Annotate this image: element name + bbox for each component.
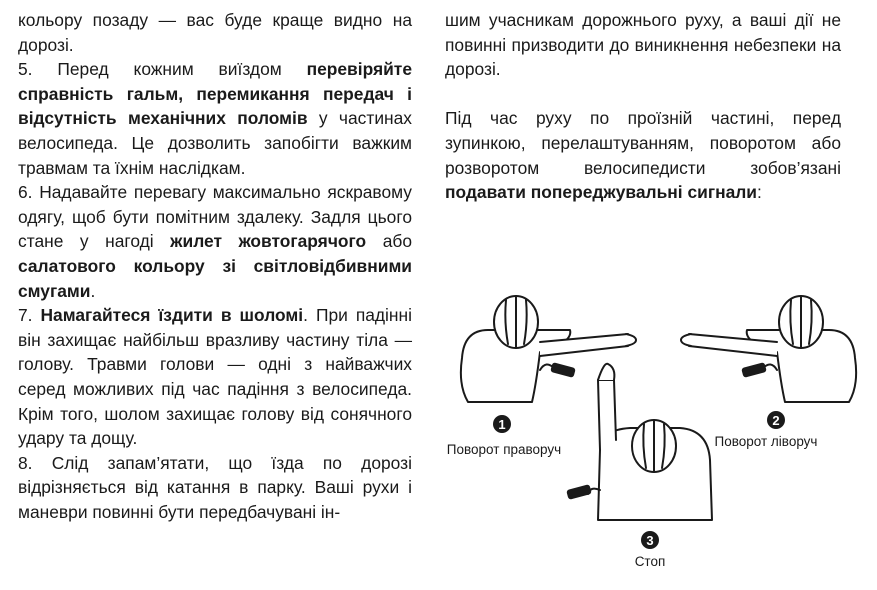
signal-figure-left-turn (681, 296, 856, 402)
bold-text: жилет жовтогарячого (170, 231, 367, 252)
bold-text: подавати попереджувальні сигнали (445, 182, 757, 203)
paragraph-signals: Під час руху по проїзній частині, перед зупинкою, перелаштуванням, поворотом або розворотом велосипедисти зобов’язані подавати попереджувальні сигнали: (445, 108, 841, 203)
svg-text:3: 3 (646, 533, 654, 548)
bold-text: салатового кольору зі світловідбивними смугами (18, 255, 412, 301)
caption-right-turn: Поворот праворуч (446, 442, 562, 457)
signal-marker-2 (767, 411, 785, 429)
bold-text: перевіряйте справність гальм, перемикання передач і відсутність механічних поломів (18, 59, 412, 129)
paragraph-item-8: 8. Слід запам’ятати, що їзда по дорозі відрізняється від катання в парку. Ваші рухи і маневри повинні бути передбачувані ін- (18, 452, 412, 522)
paragraph-item-6: 6. Надавайте перевагу максимально яскравому одягу, щоб бути помітним здалеку. Задля цього стане у нагоді жилет жовтогарячого або салатового кольору зі світловідбивними смугами. (18, 182, 412, 301)
paragraph-continuation: шим учасникам дорожнього руху, а ваші дії не повинні призводити до виникнення небезпеки на дорозі. (445, 10, 841, 80)
caption-stop: Стоп (634, 554, 666, 569)
right-column (445, 8, 841, 205)
bold-text: Намагайтеся їздити в шоломі (40, 305, 304, 326)
paragraph-item-5: 5. Перед кожним виїздом перевіряйте справність гальм, перемикання передач і відсутність механічних поломів у частинах велосипеда. Це дозволить запобігти важким травмам та їхнім наслідкам. (18, 59, 412, 178)
signal-marker-3 (641, 531, 659, 549)
paragraph-gap (445, 82, 841, 107)
signal-figure-stop (567, 364, 712, 520)
svg-text:2: 2 (772, 413, 780, 428)
caption-left-turn: Поворот ліворуч (714, 434, 818, 449)
hand-signals-illustration (440, 290, 877, 590)
svg-text:1: 1 (498, 417, 506, 432)
signal-marker-1 (493, 415, 511, 433)
paragraph-continuation: кольору позаду — вас буде краще видно на дорозі. (18, 10, 412, 55)
paragraph-item-7: 7. Намагайтеся їздити в шоломі. При падінні він захищає найбільш вразливу частину тіла — голову. Травми голови — одні з найважчих серед можливих під час падіння з велосипеда. Крім того, шолом захищає голову від сонячного удару та дощу. (18, 305, 412, 449)
left-column (18, 8, 412, 524)
